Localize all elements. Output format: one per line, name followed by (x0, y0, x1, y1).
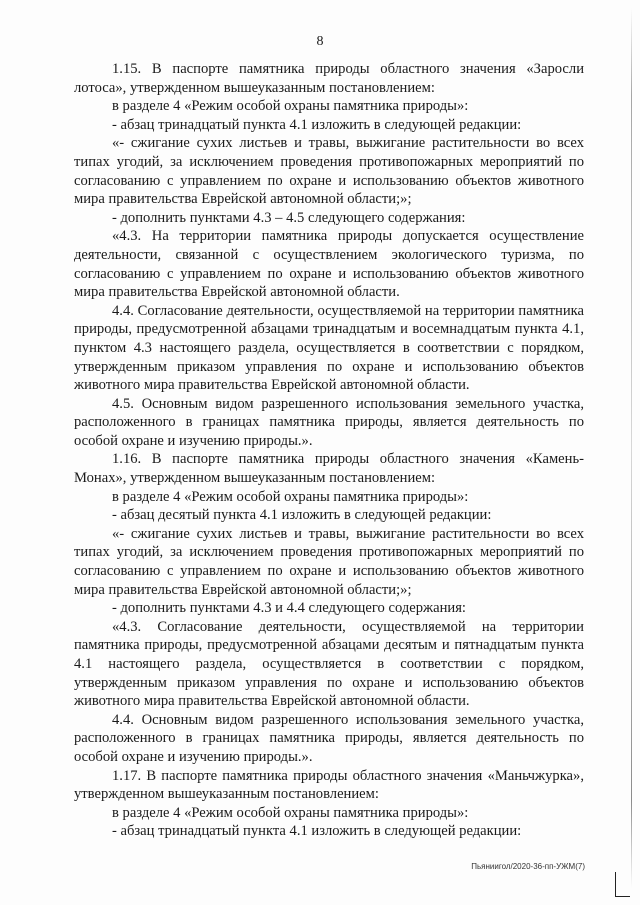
paragraph-1-15-intro: 1.15. В паспорте памятника природы областного значения «Заросли лотоса», утвержденном вышеуказанным постановлением: (74, 61, 584, 96)
page-number: 8 (316, 34, 324, 49)
document-code: Пьяниигол/2020-36-пп-УЖМ(7) (471, 862, 585, 871)
paragraph-4-4-lotus: 4.4. Согласование деятельности, осуществляемой на территории памятника природы, предусмотренной абзацами тринадцатым и восемнадцатым пункта 4.1, пунктом 4.3 настоящего раздела, осуществляется в соответствии с порядком, утвержденным приказом управления по охране и использованию объектов животного мира правительства Еврейской автономной области. (74, 302, 584, 394)
paragraph-4-4-monk: 4.4. Основным видом разрешенного использования земельного участка, расположенного в границах памятника природы, является деятельность по особой охране и изучению природы.». (74, 711, 584, 765)
paragraph-add-4-3-4-5: - дополнить пунктами 4.3 – 4.5 следующего содержания: (112, 209, 466, 226)
paragraph-4-3-lotus: «4.3. На территории памятника природы допускается осуществление деятельности, связанной с осуществлением экологического туризма, по согласованию с управлением по охране и использованию объектов животного мира правительства Еврейской автономной области. (74, 228, 584, 301)
paragraph-add-4-3-4-4: - дополнить пунктами 4.3 и 4.4 следующего содержания: (112, 600, 466, 617)
paragraph-burning-lotus: «- сжигание сухих листьев и травы, выжигание растительности во всех типах угодий, за исключением проведения противопожарных мероприятий по согласованию с управлением по охране и использованию объектов животного мира правительства Еврейской автономной области;»; (74, 135, 584, 208)
paragraph-abzac-13-lotus: - абзац тринадцатый пункта 4.1 изложить в следующей редакции: (112, 116, 522, 133)
paragraph-section-4-lotus: в разделе 4 «Режим особой охраны памятника природы»: (112, 98, 469, 115)
paragraph-4-3-monk: «4.3. Согласование деятельности, осуществляемой на территории памятника природы, предусмотренной абзацами десятым и пятнадцатым пункта 4.1 настоящего раздела, осуществляется в соответствии с порядком, утвержденным приказом управления по охране и использованию объектов животного мира правительства Еврейской автономной области. (74, 618, 584, 710)
paragraph-burning-monk: «- сжигание сухих листьев и травы, выжигание растительности во всех типах угодий, за исключением проведения противопожарных мероприятий по согласованию с управлением по охране и использованию объектов животного мира правительства Еврейской автономной области;»; (74, 525, 584, 598)
paragraph-section-4-monk: в разделе 4 «Режим особой охраны памятника природы»: (112, 488, 469, 505)
document-body (74, 60, 584, 841)
paragraph-4-5-lotus: 4.5. Основным видом разрешенного использования земельного участка, расположенного в границах памятника природы, является деятельность по особой охране и изучению природы.». (74, 395, 584, 449)
paragraph-section-4-manchurka: в разделе 4 «Режим особой охраны памятника природы»: (112, 804, 469, 821)
scan-corner-mark (615, 872, 630, 897)
paragraph-1-17-intro: 1.17. В паспорте памятника природы областного значения «Маньчжурка», утвержденном вышеуказанным постановлением: (74, 767, 584, 803)
scan-edge-line (631, 8, 632, 888)
paragraph-abzac-13-manchurka: - абзац тринадцатый пункта 4.1 изложить в следующей редакции: (112, 823, 522, 840)
paragraph-1-16-intro: 1.16. В паспорте памятника природы областного значения «Камень-Монах», утвержденном вышеуказанным постановлением: (74, 451, 584, 487)
paragraph-abzac-10-monk: - абзац десятый пункта 4.1 изложить в следующей редакции: (112, 507, 492, 524)
